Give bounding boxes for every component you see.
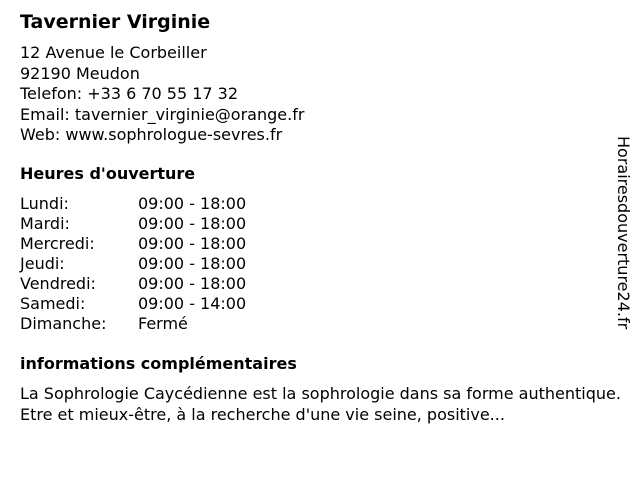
hours-row-friday [20, 274, 280, 294]
hours-row-saturday [20, 294, 280, 314]
opening-hours-table [20, 194, 280, 334]
contact-block [20, 43, 304, 146]
hours-row-monday [20, 194, 280, 214]
day-label: Mercredi: [20, 234, 95, 253]
hours-row-tuesday [20, 214, 280, 234]
hours-value: 09:00 - 18:00 [138, 254, 247, 273]
hours-value: 09:00 - 18:00 [138, 194, 247, 213]
hours-value: 09:00 - 18:00 [138, 214, 247, 233]
address-city: 92190 Meudon [20, 63, 140, 83]
additional-info-heading: informations complémentaires [20, 354, 297, 373]
watermark-text: Horairesdouverture24.fr [614, 136, 633, 330]
day-label: Jeudi: [20, 254, 65, 273]
phone-line: Telefon: +33 6 70 55 17 32 [20, 84, 239, 103]
hours-value: Fermé [138, 314, 188, 333]
hours-value: 09:00 - 18:00 [138, 234, 247, 253]
hours-row-wednesday [20, 234, 280, 254]
address-street: 12 Avenue le Corbeiller [20, 43, 207, 62]
day-label: Vendredi: [20, 274, 96, 293]
watermark [613, 136, 633, 346]
email-line: Email: tavernier_virginie@orange.fr [20, 104, 305, 124]
day-label: Lundi: [20, 194, 69, 213]
day-label: Mardi: [20, 214, 70, 233]
hours-row-sunday [20, 314, 280, 334]
website-line: Web: www.sophrologue-sevres.fr [20, 125, 283, 144]
day-label: Dimanche: [20, 314, 107, 333]
hours-value: 09:00 - 14:00 [138, 294, 247, 313]
business-name: Tavernier Virginie [20, 11, 211, 33]
hours-value: 09:00 - 18:00 [138, 274, 247, 293]
description-text: La Sophrologie Caycédienne est la sophrologie dans sa forme authentique. Etre et mieux-être, à la recherche d'une vie seine, positive... [20, 384, 621, 424]
hours-row-thursday [20, 254, 280, 274]
opening-hours-heading: Heures d'ouverture [20, 164, 196, 183]
day-label: Samedi: [20, 294, 86, 313]
